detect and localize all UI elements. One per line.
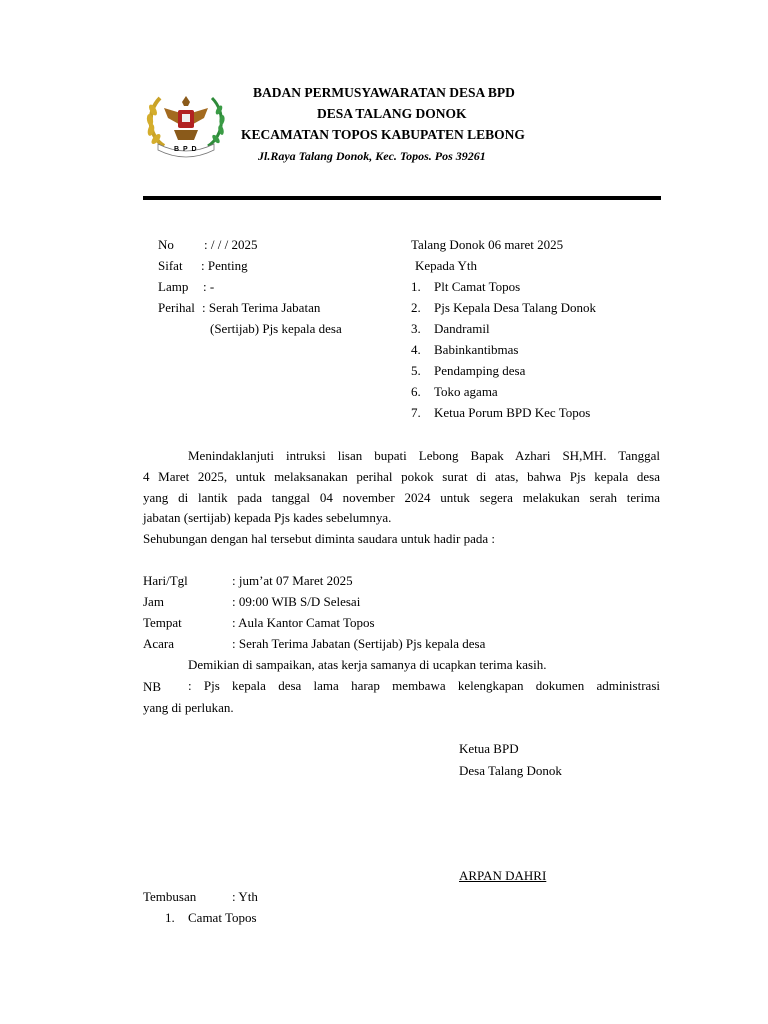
schedule-label: Jam <box>143 594 164 609</box>
closing-thanks: Demikian di sampaikan, atas kerja samanya di ucapkan terima kasih. <box>188 657 547 672</box>
body-line-request: Sehubungan dengan hal tersebut diminta saudara untuk hadir pada : <box>143 531 495 547</box>
lamp-label: Lamp <box>158 279 189 294</box>
nb-line: : Pjs kepala desa lama harap membawa kelengkapan dokumen administrasi <box>188 678 660 693</box>
nb-label: NB <box>143 679 162 694</box>
schedule-value: : jum’at 07 Maret 2025 <box>232 573 353 588</box>
body-line: 4 Maret 2025, untuk melaksanakan perihal pokok surat di atas, bahwa Pjs kepala desa <box>143 468 660 484</box>
schedule-label: Tempat <box>143 615 182 630</box>
perihal-value: : Serah Terima Jabatan <box>202 300 321 315</box>
cc-item: Camat Topos <box>188 910 257 925</box>
bpd-logo <box>144 88 228 160</box>
signature-title: Ketua BPD <box>459 741 519 756</box>
header-line-2: DESA TALANG DONOK <box>317 106 467 121</box>
schedule-value: : 09:00 WIB S/D Selesai <box>232 594 361 609</box>
cc-label: Tembusan <box>143 889 197 904</box>
recipient-item: Toko agama <box>434 384 498 399</box>
no-label: No <box>158 237 174 252</box>
recipient-number: 4. <box>411 342 421 357</box>
recipient-number: 5. <box>411 363 421 378</box>
body-line: jabatan (sertijab) kepada Pjs kades sebelumnya. <box>143 510 392 526</box>
schedule-value: : Aula Kantor Camat Topos <box>232 615 375 630</box>
recipient-item: Plt Camat Topos <box>434 279 521 294</box>
logo-text: B P D <box>174 146 198 153</box>
recipient-item: Dandramil <box>434 321 490 336</box>
recipient-item: Ketua Porum BPD Kec Topos <box>434 405 591 420</box>
place-date: Talang Donok 06 maret 2025 <box>411 237 564 252</box>
nb-text <box>188 676 660 697</box>
cc-value: : Yth <box>232 889 258 904</box>
header-address: Jl.Raya Talang Donok, Kec. Topos. Pos 39261 <box>258 149 486 163</box>
sifat-value: : Penting <box>201 258 248 273</box>
cc-number: 1. <box>165 910 175 925</box>
header-line-1: BADAN PERMUSYAWARATAN DESA BPD <box>253 85 515 100</box>
header-divider <box>143 196 661 200</box>
header-line-3: KECAMATAN TOPOS KABUPATEN LEBONG <box>241 127 525 142</box>
perihal-label: Perihal <box>158 300 195 315</box>
body-line: Menindaklanjuti intruksi lisan bupati Lebong Bapak Azhari SH,MH. Tanggal <box>188 448 660 463</box>
lamp-value: : - <box>203 279 215 294</box>
recipient-number: 6. <box>411 384 421 399</box>
sifat-label: Sifat <box>158 258 183 273</box>
perihal-value-2: (Sertijab) Pjs kepala desa <box>210 321 342 336</box>
recipient-number: 7. <box>411 405 421 420</box>
schedule-label: Hari/Tgl <box>143 573 188 588</box>
signature-org: Desa Talang Donok <box>459 763 562 778</box>
recipient-number: 2. <box>411 300 421 315</box>
body-line: yang di lantik pada tanggal 04 november 2024 untuk segera melakukan serah terima <box>143 489 660 505</box>
kepada-yth: Kepada Yth <box>415 258 477 273</box>
no-value: : / / / 2025 <box>204 237 258 252</box>
recipient-item: Pendamping desa <box>434 363 526 378</box>
recipient-number: 1. <box>411 279 421 294</box>
recipient-item: Pjs Kepala Desa Talang Donok <box>434 300 597 315</box>
recipient-number: 3. <box>411 321 421 336</box>
recipient-item: Babinkantibmas <box>434 342 519 357</box>
schedule-value: : Serah Terima Jabatan (Sertijab) Pjs kepala desa <box>232 636 486 651</box>
schedule-label: Acara <box>143 636 175 651</box>
nb-line-2: yang di perlukan. <box>143 700 234 715</box>
signature-name: ARPAN DAHRI <box>459 868 547 883</box>
body-paragraph <box>143 446 660 550</box>
